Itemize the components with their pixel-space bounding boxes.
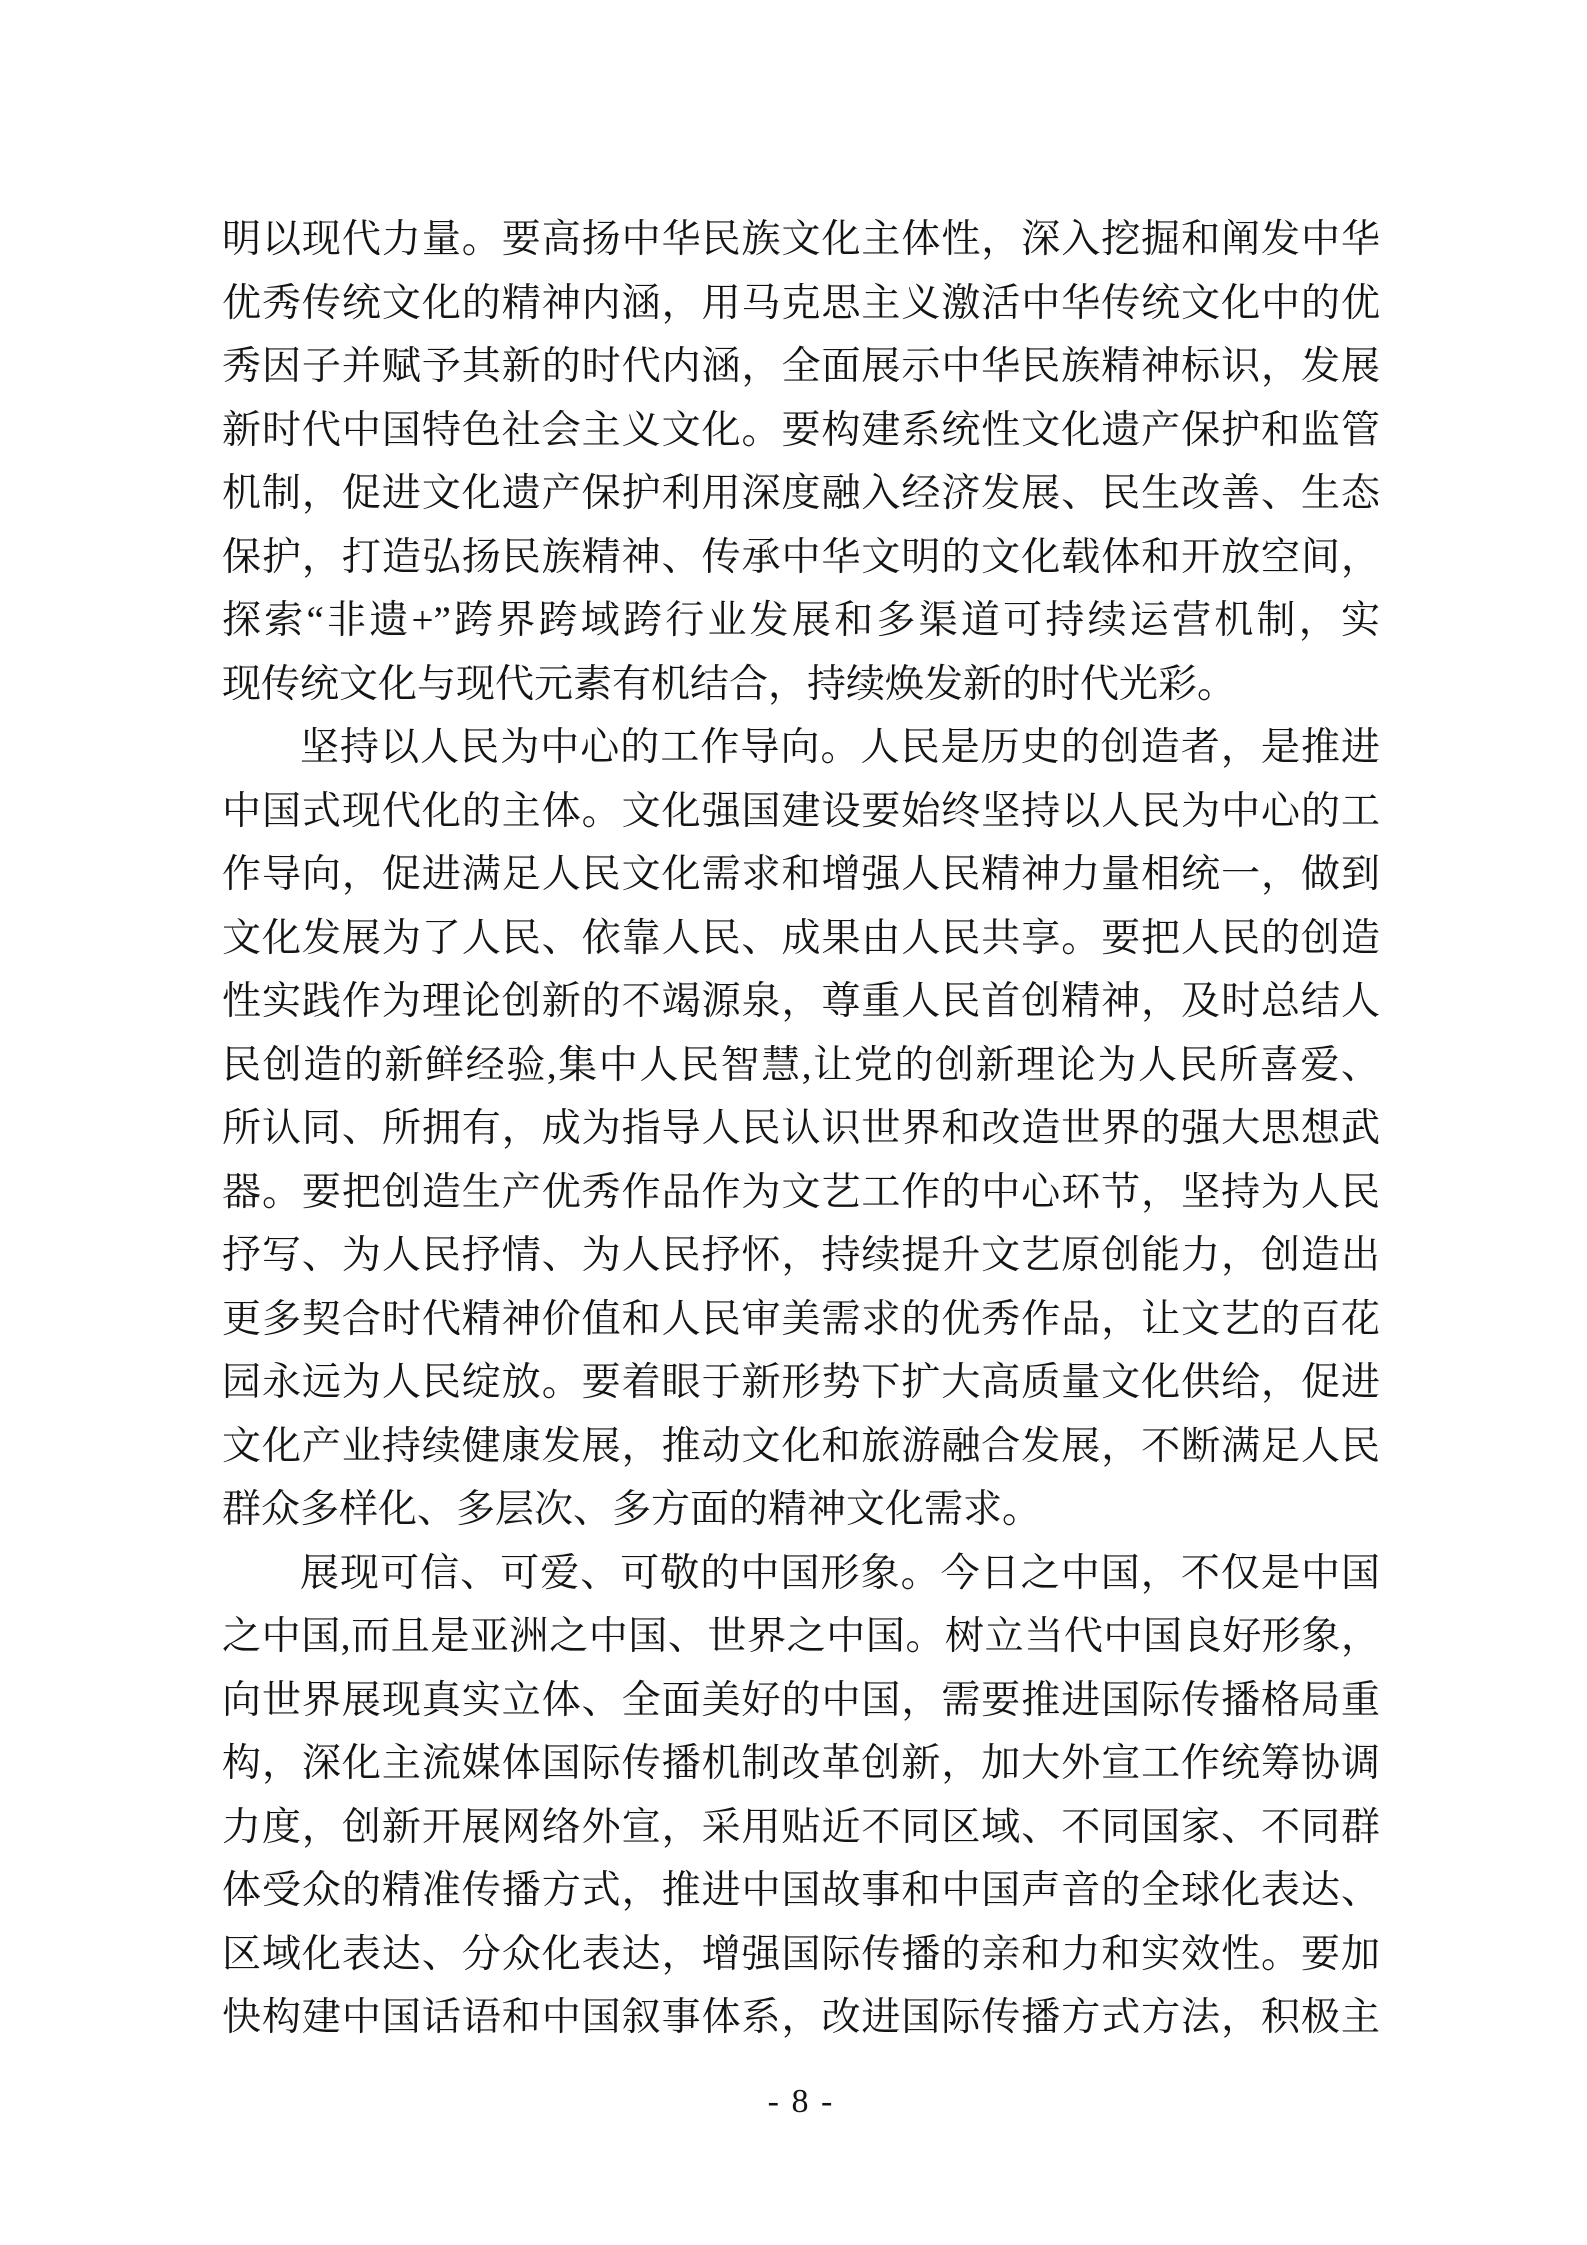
body-line: 民创造的新鲜经验,集中人民智慧,让党的创新理论为人民所喜爱、 bbox=[222, 1043, 1380, 1087]
body-line: 快构建中国话语和中国叙事体系，改进国际传播方式方法，积极主 bbox=[222, 1996, 1380, 2039]
body-line: 优秀传统文化的精神内涵，用马克思主义激活中华传统文化中的优 bbox=[222, 281, 1380, 325]
body-line: 所认同、所拥有，成为指导人民认识世界和改造世界的强大思想武 bbox=[222, 1107, 1380, 1150]
body-line: 体受众的精准传播方式，推进中国故事和中国声音的全球化表达、 bbox=[222, 1869, 1380, 1912]
body-line: 秀因子并赋予其新的时代内涵，全面展示中华民族精神标识，发展 bbox=[222, 345, 1380, 388]
body-line: 文化发展为了人民、依靠人民、成果由人民共享。要把人民的创造 bbox=[222, 916, 1380, 960]
body-line: 构，深化主流媒体国际传播机制改革创新，加大外宣工作统筹协调 bbox=[222, 1742, 1380, 1785]
body-line: 探索“非遗+”跨界跨域跨行业发展和多渠道可持续运营机制，实 bbox=[222, 599, 1380, 642]
body-line: 展现可信、可爱、可敬的中国形象。今日之中国，不仅是中国 bbox=[300, 1551, 1380, 1595]
body-line: 更多契合时代精神价值和人民审美需求的优秀作品，让文艺的百花 bbox=[222, 1297, 1380, 1341]
body-line: 之中国,而且是亚洲之中国、世界之中国。树立当代中国良好形象， bbox=[222, 1615, 1380, 1658]
body-line: 抒写、为人民抒情、为人民抒怀，持续提升文艺原创能力，创造出 bbox=[222, 1234, 1380, 1277]
body-line: 群众多样化、多层次、多方面的精神文化需求。 bbox=[222, 1488, 1042, 1531]
body-line: 坚持以人民为中心的工作导向。人民是历史的创造者，是推进 bbox=[300, 726, 1380, 769]
body-line: 区域化表达、分众化表达，增强国际传播的亲和力和实效性。要加 bbox=[222, 1932, 1380, 1976]
body-line: 文化产业持续健康发展，推动文化和旅游融合发展，不断满足人民 bbox=[222, 1424, 1380, 1468]
text-block bbox=[222, 208, 1380, 2050]
body-line: 作导向，促进满足人民文化需求和增强人民精神力量相统一，做到 bbox=[222, 853, 1380, 896]
body-line: 明以现代力量。要高扬中华民族文化主体性，深入挖掘和阐发中华 bbox=[222, 218, 1380, 261]
body-line: 保护，打造弘扬民族精神、传承中华文明的文化载体和开放空间， bbox=[222, 535, 1380, 579]
body-line: 向世界展现真实立体、全面美好的中国，需要推进国际传播格局重 bbox=[222, 1678, 1380, 1722]
body-line: 园永远为人民绽放。要着眼于新形势下扩大高质量文化供给，促进 bbox=[222, 1361, 1380, 1404]
body-line: 性实践作为理论创新的不竭源泉，尊重人民首创精神，及时总结人 bbox=[222, 980, 1380, 1023]
body-line: 器。要把创造生产优秀作品作为文艺工作的中心环节，坚持为人民 bbox=[222, 1170, 1380, 1214]
body-line: 中国式现代化的主体。文化强国建设要始终坚持以人民为中心的工 bbox=[222, 789, 1380, 833]
body-line: 机制，促进文化遗产保护利用深度融入经济发展、民生改善、生态 bbox=[222, 472, 1380, 515]
body-line: 新时代中国特色社会主义文化。要构建系统性文化遗产保护和监管 bbox=[222, 408, 1380, 452]
body-line: 力度，创新开展网络外宣，采用贴近不同区域、不同国家、不同群 bbox=[222, 1805, 1380, 1849]
body-line: 现传统文化与现代元素有机结合，持续焕发新的时代光彩。 bbox=[222, 662, 1237, 706]
page-number: - 8 - bbox=[767, 2083, 835, 2120]
